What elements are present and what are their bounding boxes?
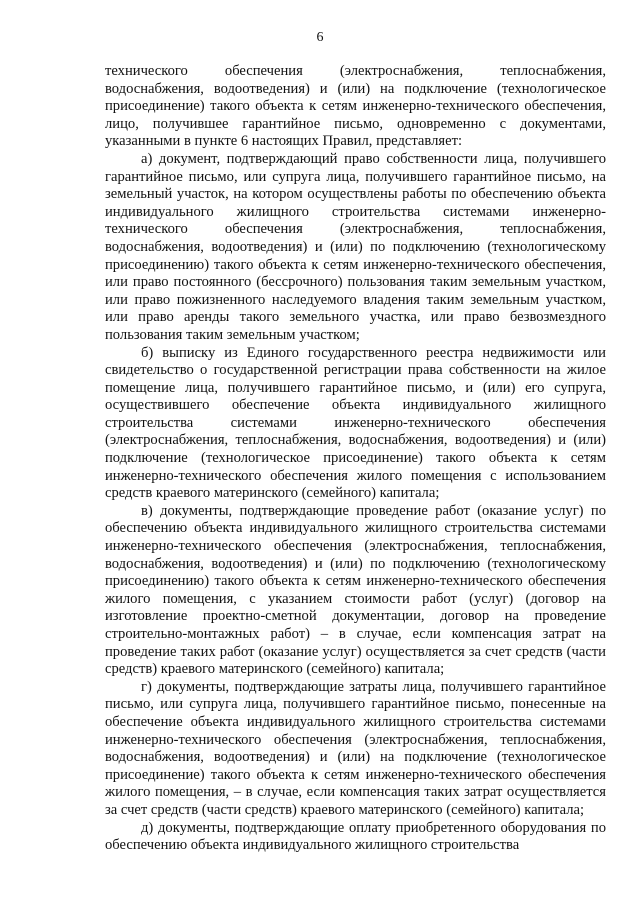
paragraph-item-a: а) документ, подтверждающий право собственности лица, получившего гарантийное письмо, или супруга лица, получившего гарантийное письмо, на земельный участок, на котором осуществлены работы по обеспечению объекта индивидуального жилищного строительства системами инженерно-технического обеспечения (электроснабжения, теплоснабжения, водоснабжения, водоотведения) и (или) по подключению (технологическому присоединению) такого объекта к сетям инженерно-технического обеспечения, или право постоянного (бессрочного) пользования таким земельным участком, или право пожизненного наследуемого владения таким земельным участком, или право аренды такого земельного участка, или право безвозмездного пользования таким земельным участком; (105, 150, 606, 343)
page-number: 6 (316, 30, 324, 45)
paragraph-item-b: б) выписку из Единого государственного реестра недвижимости или свидетельство о государственной регистрации права собственности на жилое помещение лица, получившего гарантийное письмо, и (или) его супруга, осуществившего обеспечение объекта индивидуального жилищного строительства системами инженерно-технического обеспечения (электроснабжения, теплоснабжения, водоснабжения, водоотведения) и (или) подключение (технологическое присоединение) такого объекта к сетям инженерно-технического обеспечения жилого помещения с использованием средств краевого материнского (семейного) капитала; (105, 344, 606, 502)
paragraph-item-g: г) документы, подтверждающие затраты лица, получившего гарантийное письмо, или супруга лица, получившего гарантийное письмо, понесенные на обеспечение объекта индивидуального жилищного строительства системами инженерно-технического обеспечения (электроснабжения, теплоснабжения, водоснабжения, водоотведения) и (или) на подключение (технологическое присоединение) такого объекта к сетям инженерно-технического обеспечения жилого помещения, – в случае, если компенсация таких затрат осуществляется за счет средств (части средств) краевого материнского (семейного) капитала; (105, 678, 606, 818)
document-body (105, 63, 606, 855)
paragraph-continuation: технического обеспечения (электроснабжения, теплоснабжения, водоснабжения, водоотведения) и (или) на подключение (технологическое присоединение) такого объекта к сетям инженерно-технического обеспечения, лицо, получившее гарантийное письмо, одновременно с документами, указанными в пункте 6 настоящих Правил, представляет: (105, 63, 606, 150)
paragraph-item-d: д) документы, подтверждающие оплату приобретенного оборудования по обеспечению объекта индивидуального жилищного строительства (105, 819, 606, 854)
paragraph-item-v: в) документы, подтверждающие проведение работ (оказание услуг) по обеспечению объекта индивидуального жилищного строительства системами инженерно-технического обеспечения (электроснабжения, теплоснабжения, водоснабжения, водоотведения) и (или) по подключению (технологическому присоединению) такого объекта к сетям инженерно-технического обеспечения жилого помещения, с указанием стоимости работ (услуг) (договор на изготовление проектно-сметной документации, договор на проведение строительно-монтажных работ) – в случае, если компенсация затрат на проведение таких работ (оказание услуг) осуществляется за счет средств (части средств) краевого материнского (семейного) капитала; (105, 502, 606, 678)
